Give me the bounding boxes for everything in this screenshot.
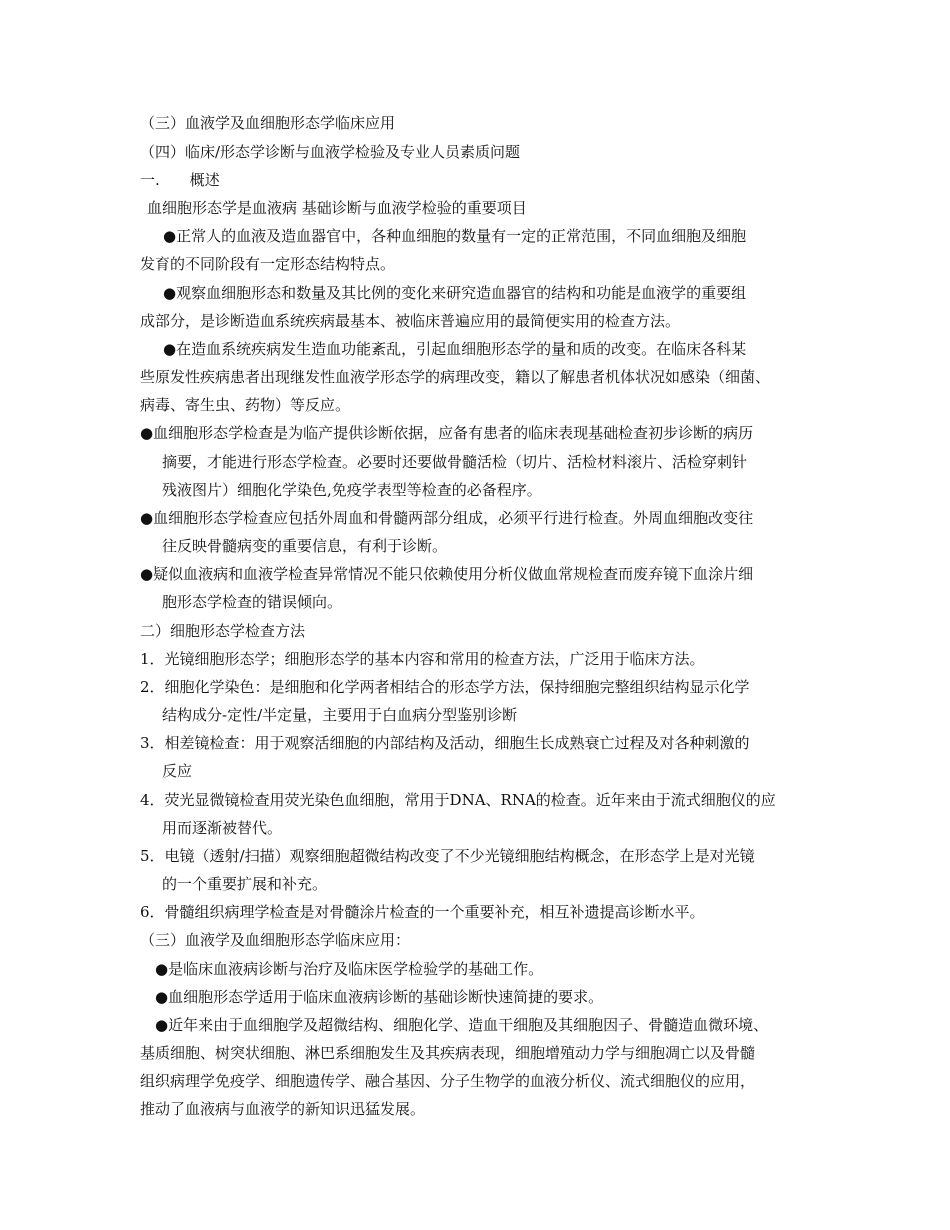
section-heading: 一. 概述 (140, 171, 220, 189)
numbered-item: 2．细胞化学染色：是细胞和化学两者相结合的形态学方法，保持细胞完整组织结构显示化学 (140, 678, 750, 696)
bullet-line: ●正常人的血液及造血器官中，各种血细胞的数量有一定的正常范围，不同血细胞及细胞 (163, 227, 747, 245)
text-line: 基质细胞、树突状细胞、淋巴系细胞发生及其疾病表现，细胞增殖动力学与细胞凋亡以及骨髓 (140, 1044, 756, 1062)
text-line: 推动了血液病与血液学的新知识迅猛发展。 (140, 1100, 426, 1118)
text-line: 的一个重要扩展和补充。 (162, 875, 328, 893)
text-line-1: （三）血液学及血细胞形态学临床应用 (140, 114, 396, 132)
bullet-line: ●在造血系统疾病发生造血功能紊乱，引起血细胞形态学的量和质的改变。在临床各科某 (163, 340, 747, 358)
text-line: 用而逐渐被替代。 (162, 819, 283, 837)
text-line-2: （四）临床/形态学诊断与血液学检验及专业人员素质问题 (140, 143, 521, 161)
bullet-line: ●血细胞形态学检查应包括外周血和骨髓两部分组成，必须平行进行检查。外周血细胞改变往 (140, 509, 754, 527)
numbered-item: 4．荧光显微镜检查用荧光染色血细胞，常用于DNA、RNA的检查。近年来由于流式细胞仪的应 (140, 791, 776, 809)
text-line-4: 血细胞形态学是血液病 基础诊断与血液学检验的重要项目 (147, 199, 527, 217)
text-line: 反应 (162, 762, 193, 780)
bullet-line: ●近年来由于血细胞学及超微结构、细胞化学、造血干细胞及其细胞因子、骨髓造血微环境、 (155, 1016, 769, 1034)
text-line: 发育的不同阶段有一定形态结构特点。 (140, 255, 396, 273)
text-line: 些原发性疾病患者出现继发性血液学形态学的病理改变，籍以了解患者机体状况如感染（细菌、 (140, 368, 771, 386)
bullet-line: ●是临床血液病诊断与治疗及临床医学检验学的基础工作。 (155, 960, 544, 978)
bullet-line: ●血细胞形态学适用于临床血液病诊断的基础诊断快速简捷的要求。 (155, 988, 604, 1006)
text-line: 病毒、寄生虫、药物）等反应。 (140, 396, 351, 414)
text-line: 成部分，是诊断造血系统疾病最基本、被临床普遍应用的最简便实用的检查方法。 (140, 312, 681, 330)
bullet-line: ●血细胞形态学检查是为临产提供诊断依据，应备有患者的临床表现基础检查初步诊断的病历 (140, 424, 754, 442)
text-line: 胞形态学检查的错误倾向。 (162, 593, 343, 611)
text-line: 摘要，才能进行形态学检查。必要时还要做骨髓活检（切片、活检材料滚片、活检穿刺针 (162, 453, 748, 471)
numbered-item: 1．光镜细胞形态学；细胞形态学的基本内容和常用的检查方法，广泛用于临床方法。 (140, 650, 705, 668)
text-line: 组织病理学免疫学、细胞遗传学、融合基因、分子生物学的血液分析仪、流式细胞仪的应用， (140, 1072, 756, 1090)
text-line: 残液图片）细胞化学染色,免疫学表型等检查的必备程序。 (162, 481, 542, 499)
bullet-line: ●观察血细胞形态和数量及其比例的变化来研究造血器官的结构和功能是血液学的重要组 (163, 284, 747, 302)
text-line: 往反映骨髓病变的重要信息，有利于诊断。 (162, 537, 448, 555)
numbered-item: 3．相差镜检查：用于观察活细胞的内部结构及活动，细胞生长成熟衰亡过程及对各种刺激的 (140, 734, 750, 752)
section-heading: （三）血液学及血细胞形态学临床应用： (140, 931, 411, 949)
section-heading: 二）细胞形态学检查方法 (140, 622, 306, 640)
numbered-item: 6．骨髓组织病理学检查是对骨髓涂片检查的一个重要补充，相互补遗提高诊断水平。 (140, 903, 705, 921)
bullet-line: ●疑似血液病和血液学检查异常情况不能只依赖使用分析仪做血常规检查而废弃镜下血涂片细 (140, 565, 754, 583)
numbered-item: 5．电镜（透射/扫描）观察细胞超微结构改变了不少光镜细胞结构概念，在形态学上是对光镜 (140, 847, 755, 865)
text-line: 结构成分-定性/半定量，主要用于白血病分型鉴别诊断 (162, 706, 518, 724)
